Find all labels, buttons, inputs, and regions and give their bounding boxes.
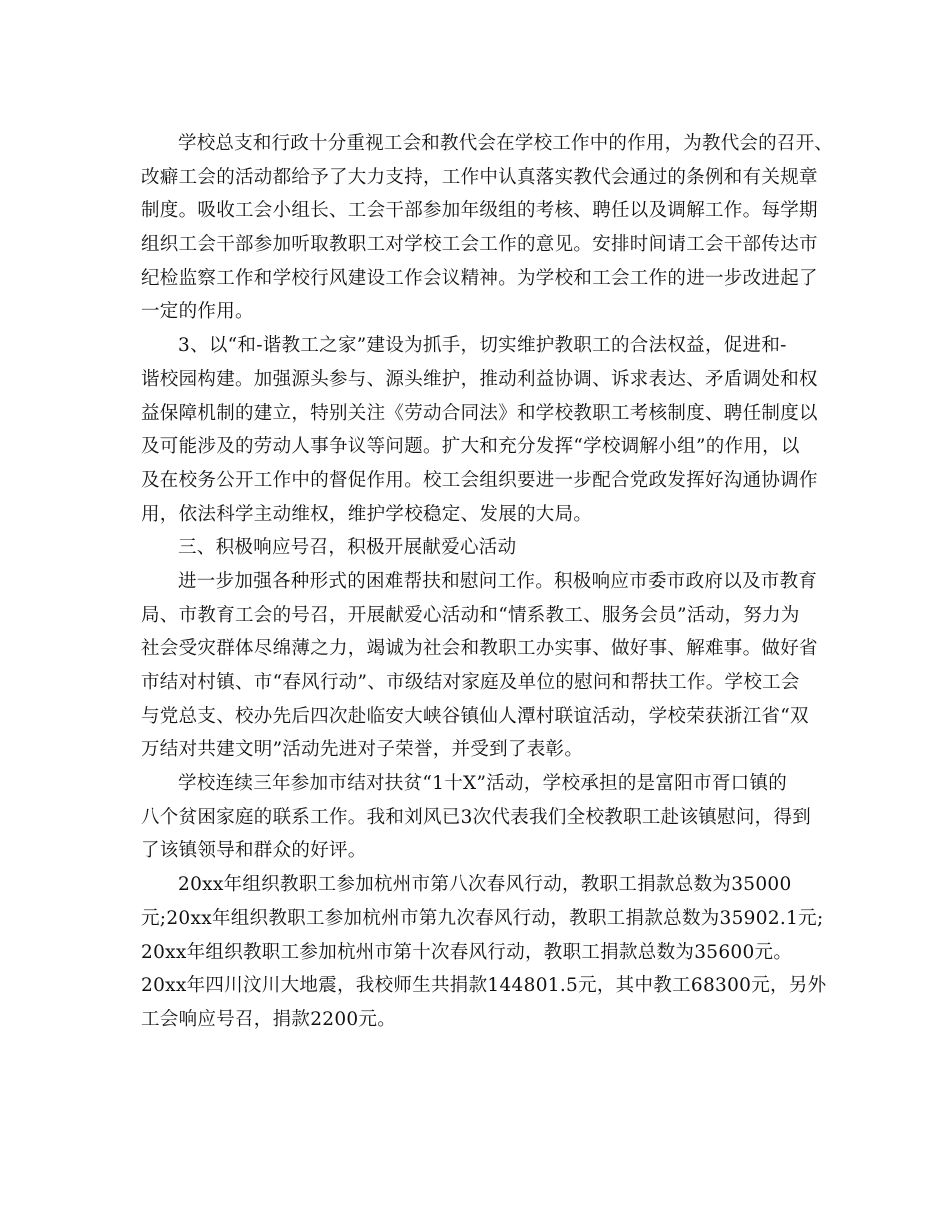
document-body (141, 127, 834, 1037)
text-line: 局、市教育工会的号召，开展献爱心活动和“情系教工、服务会员”活动，努力为 (141, 604, 800, 626)
text-line: 益保障机制的建立，特别关注《劳动合同法》和学校教职工考核制度、聘任制度以 (141, 402, 818, 424)
text-line: 万结对共建文明”活动先进对子荣誉，并受到了表彰。 (141, 739, 584, 761)
text-line: 八个贫困家庭的联系工作。我和刘风已3次代表我们全校教职工赴该镇慰问，得到 (141, 806, 812, 828)
text-line: 学校连续三年参加市结对扶贫“1十X”活动，学校承担的是富阳市胥口镇的 (178, 773, 788, 795)
text-line: 学校总支和行政十分重视工会和教代会在学校工作中的作用，为教代会的召开、 (178, 133, 834, 154)
text-line: 20xx年组织教职工参加杭州市第八次春风行动，教职工捐款总数为35000 (178, 874, 792, 896)
text-line: 工会响应号召，捐款2200元。 (141, 1008, 397, 1030)
text-line: 元;20xx年组织教职工参加杭州市第九次春风行动，教职工捐款总数为35902.1元; (141, 907, 824, 929)
text-line: 谐校园构建。加强源头参与、源头维护，推动利益协调、诉求表达、矛盾调处和权 (141, 368, 818, 390)
text-line: 20xx年组织教职工参加杭州市第十次春风行动，教职工捐款总数为35600元。 (141, 941, 793, 963)
text-line: 与党总支、校办先后四次赴临安大峡谷镇仙人潭村联谊活动，学校荣获浙江省“双 (141, 705, 809, 727)
text-line: 及在校务公开工作中的督促作用。校工会组织要进一步配合党政发挥好沟通协调作 (141, 469, 818, 491)
text-line: 改癖工会的活动都给予了大力支持，工作中认真落实教代会通过的条例和有关规章 (141, 166, 818, 188)
text-line: 3、以“和-谐教工之家”建设为抓手，切实维护教职工的合法权益，促进和- (178, 335, 787, 357)
text-line: 社会受灾群体尽绵薄之力，竭诚为社会和教职工办实事、做好事、解难事。做好省 (141, 638, 818, 660)
text-line: 制度。吸收工会小组长、工会干部参加年级组的考核、聘任以及调解工作。每学期 (141, 200, 818, 222)
text-line: 纪检监察工作和学校行风建设工作会议精神。为学校和工会工作的进一步改进起了 (141, 267, 818, 289)
text-line: 一定的作用。 (141, 301, 254, 323)
text-line: 了该镇领导和群众的好评。 (141, 840, 367, 862)
text-line: 组织工会干部参加听取教职工对学校工会工作的意见。安排时间请工会干部传达市 (141, 234, 818, 256)
text-line: 20xx年四川汶川大地震，我校师生共捐款144801.5元，其中教工68300元，另外 (141, 975, 827, 997)
text-line: 市结对村镇、市“春风行动”、市级结对家庭及单位的慰问和帮扶工作。学校工会 (141, 672, 800, 693)
text-line: 三、积极响应号召，积极开展献爱心活动 (178, 537, 517, 559)
text-line: 用，依法科学主动维权，维护学校稳定、发展的大局。 (141, 503, 593, 525)
text-line: 及可能涉及的劳动人事争议等问题。扩大和充分发挥“学校调解小组”的作用，以 (141, 436, 800, 458)
text-line: 进一步加强各种形式的困难帮扶和慰问工作。积极响应市委市政府以及市教育 (178, 570, 818, 592)
